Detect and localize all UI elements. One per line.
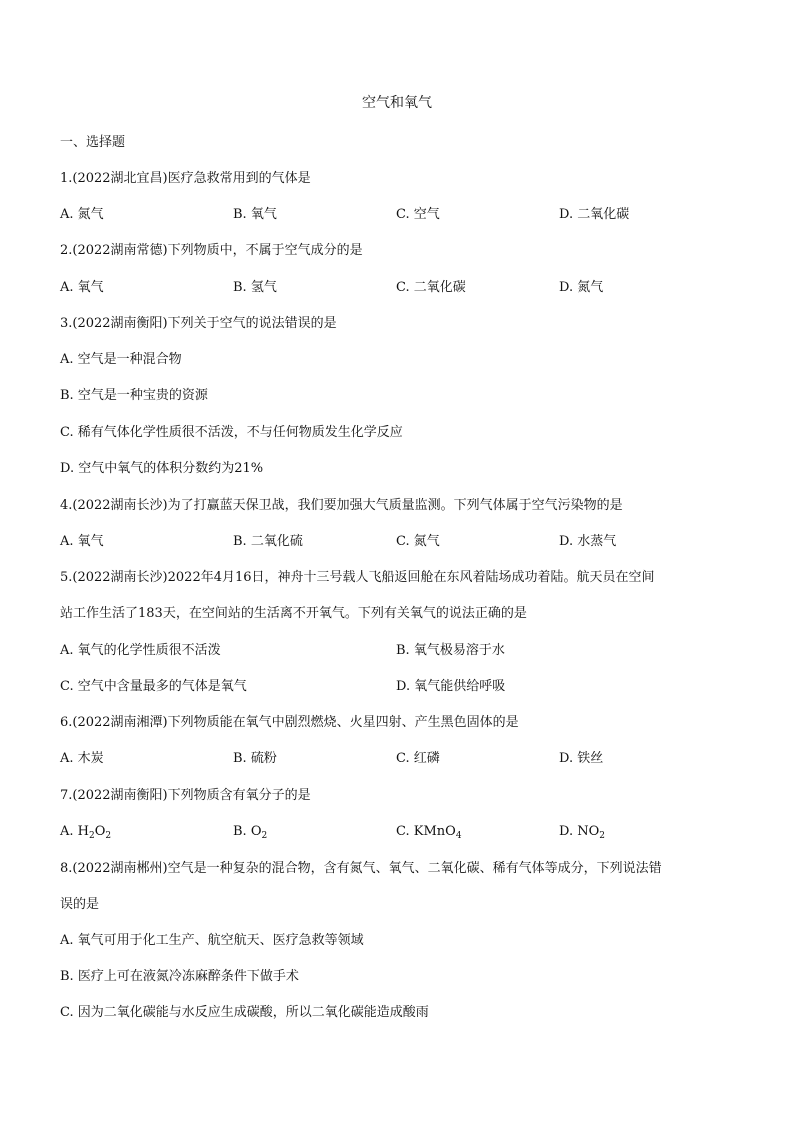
question-5-option-a: A. 氧气的化学性质很不活泼 [60,643,221,658]
question-3-option-a: A. 空气是一种混合物 [60,352,182,367]
question-6-stem: 6.(2022湖南湘潭)下列物质能在氧气中剧烈燃烧、火星四射、产生黑色固体的是 [60,715,519,730]
question-7-option-a [60,823,111,845]
formula-text: C. KMnO [396,824,456,839]
question-5-stem-line-2: 站工作生活了183天，在空间站的生活离不开氧气。下列有关氧气的说法正确的是 [60,606,527,621]
question-2-option-c: C. 二氧化碳 [396,280,466,295]
question-5-option-c: C. 空气中含量最多的气体是氧气 [60,679,247,694]
question-6-option-c: C. 红磷 [396,751,440,766]
formula-text: A. H [60,824,89,839]
question-2-option-a: A. 氧气 [60,280,104,295]
question-1-option-d: D. 二氧化碳 [559,207,630,222]
question-4-stem: 4.(2022湖南长沙)为了打赢蓝天保卫战，我们要加强大气质量监测。下列气体属于空气污染物的是 [60,498,623,513]
question-3-option-c: C. 稀有气体化学性质很不活泼，不与任何物质发生化学反应 [60,425,403,440]
question-3-option-d: D. 空气中氧气的体积分数约为21% [60,461,264,476]
question-3-option-b: B. 空气是一种宝贵的资源 [60,388,208,403]
question-4-option-b: B. 二氧化硫 [233,534,303,549]
question-7-stem: 7.(2022湖南衡阳)下列物质含有氧分子的是 [60,788,311,803]
question-5-option-d: D. 氧气能供给呼吸 [396,679,506,694]
question-6-option-b: B. 硫粉 [233,751,277,766]
formula-text: O [94,824,106,839]
question-8-stem-line-2: 误的是 [60,897,100,912]
question-2-option-d: D. 氮气 [559,280,604,295]
formula-subscript: 2 [599,831,605,841]
question-2-option-b: B. 氢气 [233,280,277,295]
question-8-option-b: B. 医疗上可在液氮冷冻麻醉条件下做手术 [60,969,299,984]
question-6-option-a: A. 木炭 [60,751,104,766]
question-5-option-b: B. 氧气极易溶于水 [396,643,505,658]
question-7-option-c [396,823,462,845]
formula-text: D. NO [559,824,600,839]
question-7-option-d [559,823,605,845]
question-2-stem: 2.(2022湖南常德)下列物质中，不属于空气成分的是 [60,243,363,258]
formula-subscript: 2 [105,831,112,841]
question-3-stem: 3.(2022湖南衡阳)下列关于空气的说法错误的是 [60,316,337,331]
question-7-option-b [233,823,267,845]
formula-text: B. O [233,824,262,839]
question-4-option-d: D. 水蒸气 [559,534,617,549]
question-8-stem-line-1: 8.(2022湖南郴州)空气是一种复杂的混合物，含有氮气、氧气、二氧化碳、稀有气体等成分，下列说法错 [60,861,662,876]
question-1-stem: 1.(2022湖北宜昌)医疗急救常用到的气体是 [60,171,311,186]
formula-subscript: 4 [455,831,462,841]
question-1-option-c: C. 空气 [396,207,440,222]
question-1-option-a: A. 氮气 [60,207,104,222]
question-1-option-b: B. 氧气 [233,207,277,222]
question-4-option-a: A. 氧气 [60,534,104,549]
question-5-stem-line-1: 5.(2022湖南长沙)2022年4月16日，神舟十三号载人飞船返回舱在东风着陆场成功着陆。航天员在空间 [60,570,655,585]
question-8-option-a: A. 氧气可用于化工生产、航空航天、医疗急救等领域 [60,933,364,948]
formula-subscript: 2 [261,831,268,841]
formula-subscript: 2 [89,831,95,841]
question-6-option-d: D. 铁丝 [559,751,604,766]
question-8-option-c: C. 因为二氧化碳能与水反应生成碳酸，所以二氧化碳能造成酸雨 [60,1005,429,1020]
section-heading: 一、选择题 [60,135,126,150]
question-4-option-c: C. 氮气 [396,534,440,549]
page-title: 空气和氧气 [362,95,432,111]
